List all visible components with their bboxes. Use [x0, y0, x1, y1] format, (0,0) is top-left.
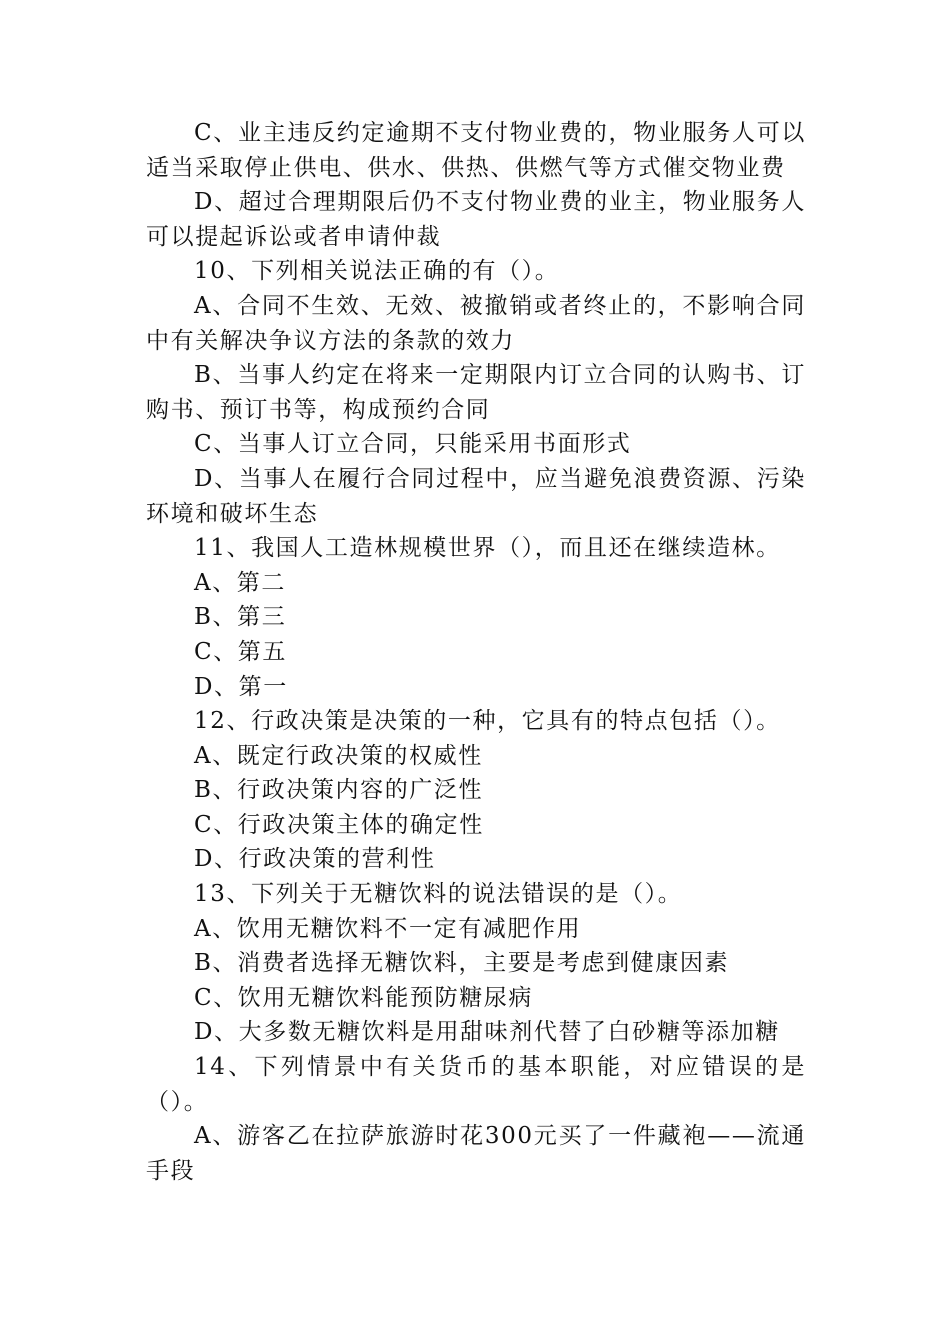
document-page	[146, 116, 806, 1188]
q12-option-d: D、行政决策的营利性	[194, 846, 436, 873]
q12-option-a: A、既定行政决策的权威性	[194, 742, 483, 769]
q12-option-b: B、行政决策内容的广泛性	[194, 777, 484, 804]
question-13: 13、下列关于无糖饮料的说法错误的是（）。	[194, 881, 683, 908]
q14-option-a: A、游客乙在拉萨旅游时花300元买了一件藏袍——流通手段	[146, 1123, 806, 1184]
question-12: 12、行政决策是决策的一种，它具有的特点包括（）。	[194, 708, 781, 735]
option-c-paragraph: C、业主违反约定逾期不支付物业费的，物业服务人可以适当采取停止供电、供水、供热、供燃气等方式催交物业费	[146, 120, 806, 181]
q11-option-a: A、第二	[194, 569, 287, 596]
q13-option-d: D、大多数无糖饮料是用甜味剂代替了白砂糖等添加糖	[194, 1019, 780, 1046]
question-10: 10、下列相关说法正确的有（）。	[194, 258, 560, 285]
q10-option-d: D、当事人在履行合同过程中，应当避免浪费资源、污染环境和破坏生态	[146, 465, 806, 527]
q10-option-b: B、当事人约定在将来一定期限内订立合同的认购书、订购书、预订书等，构成预约合同	[146, 362, 806, 423]
option-d-paragraph: D、超过合理期限后仍不支付物业费的业主，物业服务人可以提起诉讼或者申请仲裁	[146, 189, 806, 250]
q10-option-c: C、当事人订立合同，只能采用书面形式	[194, 431, 632, 458]
q13-option-b: B、消费者选择无糖饮料，主要是考虑到健康因素	[194, 950, 730, 977]
q13-option-c: C、饮用无糖饮料能预防糖尿病	[194, 984, 533, 1011]
q11-option-d: D、第一	[194, 673, 288, 700]
q11-option-c: C、第五	[194, 638, 287, 665]
q10-option-a: A、合同不生效、无效、被撤销或者终止的，不影响合同中有关解决争议方法的条款的效力	[146, 292, 806, 354]
question-14: 14、下列情景中有关货币的基本职能，对应错误的是（）。	[146, 1054, 806, 1115]
question-11: 11、我国人工造林规模世界（），而且还在继续造林。	[194, 535, 781, 562]
q11-option-b: B、第三	[194, 604, 287, 631]
q13-option-a: A、饮用无糖饮料不一定有减肥作用	[194, 915, 582, 942]
q12-option-c: C、行政决策主体的确定性	[194, 811, 484, 838]
